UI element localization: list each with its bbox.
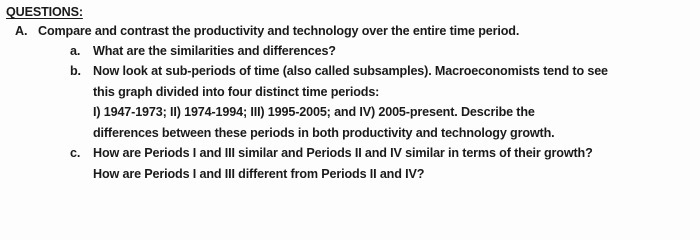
sub-question-b-line: this graph divided into four distinct time periods: <box>93 84 380 99</box>
sub-question-c-label: c. <box>70 146 81 160</box>
sub-question-b-label: b. <box>70 64 81 78</box>
sub-question-a-text: What are the similarities and differences? <box>93 44 336 58</box>
sub-question-a-label: a. <box>70 44 81 58</box>
sub-question-c-line: How are Periods I and III different from Periods II and IV? <box>93 166 425 181</box>
sub-question-b-line: I) 1947-1973; II) 1974-1994; III) 1995-2005; and IV) 2005-present. Describe the <box>93 105 535 119</box>
sub-question-c-line: How are Periods I and III similar and Periods II and IV similar in terms of their growth? <box>93 146 593 160</box>
question-a-text: Compare and contrast the productivity and technology over the entire time period. <box>38 24 520 38</box>
questions-heading: QUESTIONS: <box>6 5 83 19</box>
question-a-label: A. <box>15 24 28 38</box>
sub-question-b-line: Now look at sub-periods of time (also called subsamples). Macroeconomists tend to see <box>93 64 608 78</box>
sub-question-b-line: differences between these periods in both productivity and technology growth. <box>93 125 555 140</box>
